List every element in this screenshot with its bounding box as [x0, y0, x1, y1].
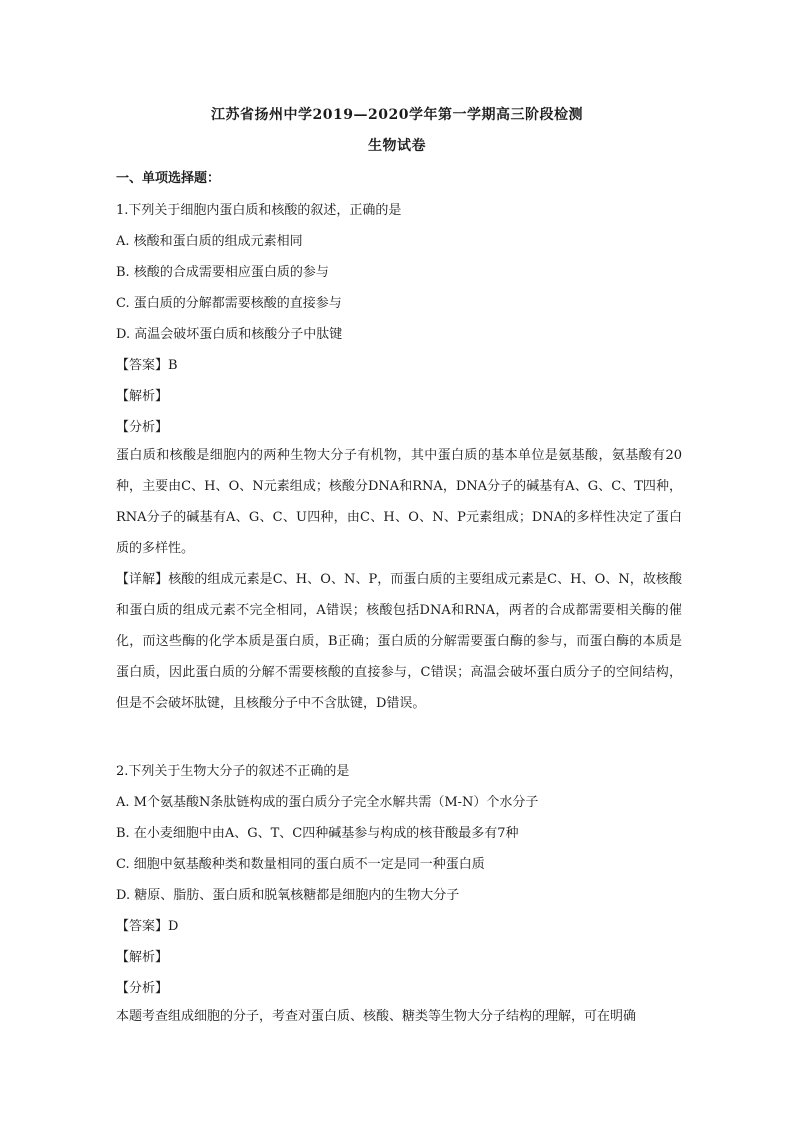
question-1-option-b: B. 核酸的合成需要相应蛋白质的参与 [116, 265, 329, 280]
question-1-option-d: D. 高温会破坏蛋白质和核酸分子中肽键 [116, 327, 343, 342]
question-1-fenxi-label: 【分析】 [116, 420, 169, 435]
question-2-option-d: D. 糖原、脂肪、蛋白质和脱氧核糖都是细胞内的生物大分子 [116, 888, 460, 903]
question-2-option-c: C. 细胞中氨基酸种类和数量相同的蛋白质不一定是同一种蛋白质 [116, 857, 485, 872]
question-1-jiexi-label: 【解析】 [116, 389, 169, 404]
question-2-fenxi-label: 【分析】 [116, 981, 169, 996]
question-2-jiexi-label: 【解析】 [116, 950, 169, 965]
question-2-analysis: 本题考查组成细胞的分子，考查对蛋白质、核酸、糖类等生物大分子结构的理解，可在明确 [116, 1009, 637, 1024]
question-2-answer: 【答案】D [116, 919, 179, 934]
question-1-answer: 【答案】B [116, 358, 178, 373]
question-1-analysis: 蛋白质和核酸是细胞内的两种生物大分子有机物，其中蛋白质的基本单位是氨基酸，氨基酸有20种，主要由C、H、O、N元素组成；核酸分DNA和RNA，DNA分子的碱基有A、G、C、T四种，RNA分子的碱基有A、G、C、U四种，由C、H、O、N、P元素组成；DNA的多样性决定了蛋白质的多样性。 [116, 448, 682, 556]
question-2-option-b: B. 在小麦细胞中由A、G、T、C四种碱基参与构成的核苷酸最多有7种 [116, 826, 519, 841]
section-heading: 一、单项选择题： [116, 171, 221, 186]
document-title: 江苏省扬州中学2019—2020学年第一学期高三阶段检测 [211, 107, 583, 123]
document-subtitle: 生物试卷 [368, 138, 426, 154]
question-1-option-c: C. 蛋白质的分解都需要核酸的直接参与 [116, 296, 342, 311]
question-2-stem: 2.下列关于生物大分子的叙述不正确的是 [116, 764, 350, 779]
question-1-stem: 1.下列关于细胞内蛋白质和核酸的叙述，正确的是 [116, 203, 402, 218]
question-2-option-a: A. M个氨基酸N条肽链构成的蛋白质分子完全水解共需（M-N）个水分子 [116, 795, 539, 810]
question-1-option-a: A. 核酸和蛋白质的组成元素相同 [116, 234, 303, 249]
question-1-detail: 【详解】核酸的组成元素是C、H、O、N、P，而蛋白质的主要组成元素是C、H、O、N，故核酸和蛋白质的组成元素不完全相同，A错误；核酸包括DNA和RNA，两者的合成都需要相关酶的催化，而这些酶的化学本质是蛋白质，B正确；蛋白质的分解需要蛋白酶的参与，而蛋白酶的本质是蛋白质，因此蛋白质的分解不需要核酸的直接参与，C错误；高温会破坏蛋白质分子的空间结构，但是不会破坏肽键，且核酸分子中不含肽键，D错误。 [116, 572, 682, 711]
